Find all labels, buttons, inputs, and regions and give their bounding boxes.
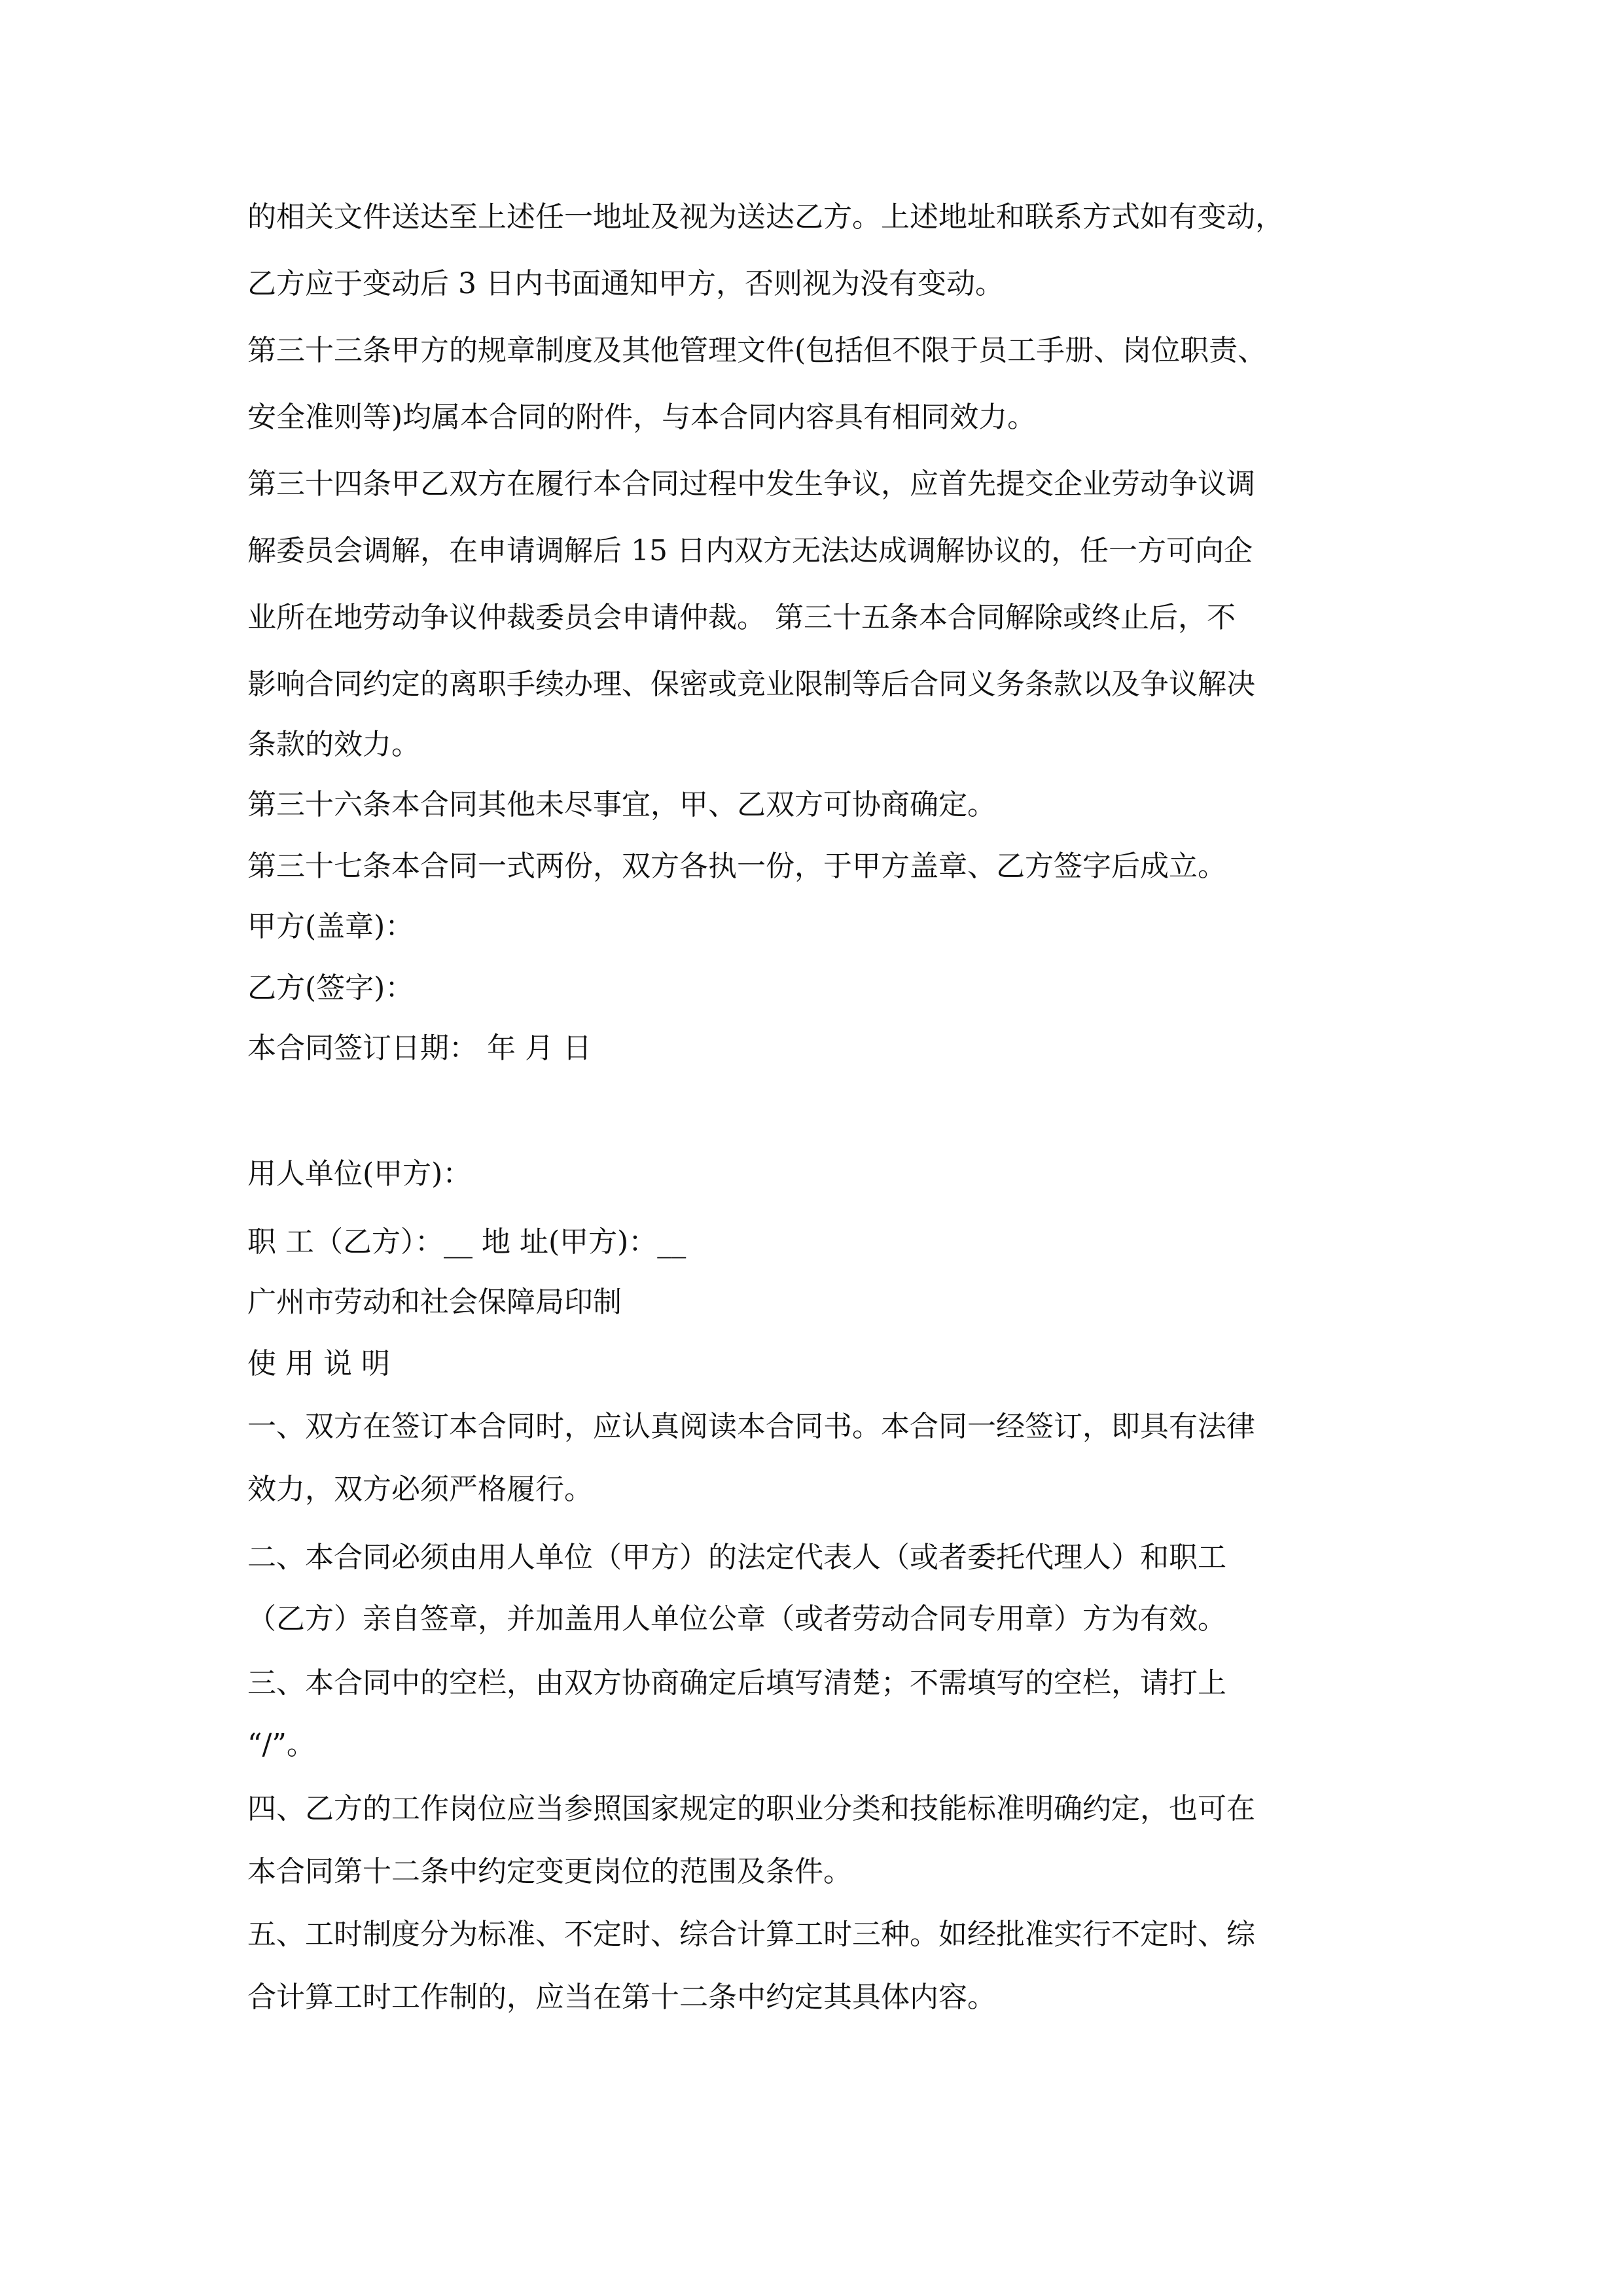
paragraph-line: 的相关文件送达至上述任一地址及视为送达乙方。上述地址和联系方式如有变动， bbox=[247, 200, 1284, 234]
paragraph-line: 影响合同约定的离职手续办理、保密或竞业限制等后合同义务条款以及争议解决 bbox=[247, 668, 1255, 701]
paragraph-line: 本合同第十二条中约定变更岗位的范围及条件。 bbox=[247, 1855, 852, 1888]
paragraph-line: 三、本合同中的空栏，由双方协商确定后填写清楚；不需填写的空栏，请打上 bbox=[247, 1666, 1226, 1700]
paragraph-line: “/”。 bbox=[247, 1728, 315, 1761]
employer-label: 用人单位(甲方)： bbox=[247, 1157, 472, 1191]
paragraph-line: 第三十三条甲方的规章制度及其他管理文件(包括但不限于员工手册、岗位职责、 bbox=[247, 334, 1267, 367]
section-heading: 使 用 说 明 bbox=[247, 1347, 390, 1380]
signing-date: 本合同签订日期： 年 月 日 bbox=[247, 1031, 592, 1065]
paragraph-line: 五、工时制度分为标准、不定时、综合计算工时三种。如经批准实行不定时、综 bbox=[247, 1918, 1255, 1951]
paragraph-line: 第三十六条本合同其他未尽事宜，甲、乙双方可协商确定。 bbox=[247, 788, 996, 821]
paragraph-line: 第三十四条甲乙双方在履行本合同过程中发生争议，应首先提交企业劳动争议调 bbox=[247, 467, 1255, 501]
paragraph-line: 二、本合同必须由用人单位（甲方）的法定代表人（或者委托代理人）和职工 bbox=[247, 1541, 1226, 1574]
publisher-line: 广州市劳动和社会保障局印制 bbox=[247, 1285, 622, 1319]
paragraph-line: 效力，双方必须严格履行。 bbox=[247, 1473, 593, 1506]
paragraph-line: 一、双方在签订本合同时，应认真阅读本合同书。本合同一经签订，即具有法律 bbox=[247, 1410, 1255, 1443]
paragraph-line: 业所在地劳动争议仲裁委员会申请仲裁。 第三十五条本合同解除或终止后，不 bbox=[247, 601, 1236, 634]
paragraph-line: 乙方应于变动后 3 日内书面通知甲方，否则视为没有变动。 bbox=[247, 267, 1004, 300]
paragraph-line: 四、乙方的工作岗位应当参照国家规定的职业分类和技能标准明确约定，也可在 bbox=[247, 1792, 1255, 1825]
signature-party-b: 乙方(签字)： bbox=[247, 971, 414, 1005]
paragraph-line: 第三十七条本合同一式两份，双方各执一份，于甲方盖章、乙方签字后成立。 bbox=[247, 850, 1226, 883]
employee-address-line: 职 工（乙方）：__ 地 址(甲方)：__ bbox=[247, 1225, 687, 1259]
paragraph-line: 安全准则等)均属本合同的附件，与本合同内容具有相同效力。 bbox=[247, 401, 1037, 434]
paragraph-line: 条款的效力。 bbox=[247, 728, 420, 761]
signature-party-a: 甲方(盖章)： bbox=[247, 910, 414, 943]
paragraph-line: 合计算工时工作制的，应当在第十二条中约定其具体内容。 bbox=[247, 1981, 996, 2014]
paragraph-line: 解委员会调解，在申请调解后 15 日内双方无法达成调解协议的，任一方可向企 bbox=[247, 534, 1253, 567]
paragraph-line: （乙方）亲自签章，并加盖用人单位公章（或者劳动合同专用章）方为有效。 bbox=[247, 1602, 1226, 1636]
